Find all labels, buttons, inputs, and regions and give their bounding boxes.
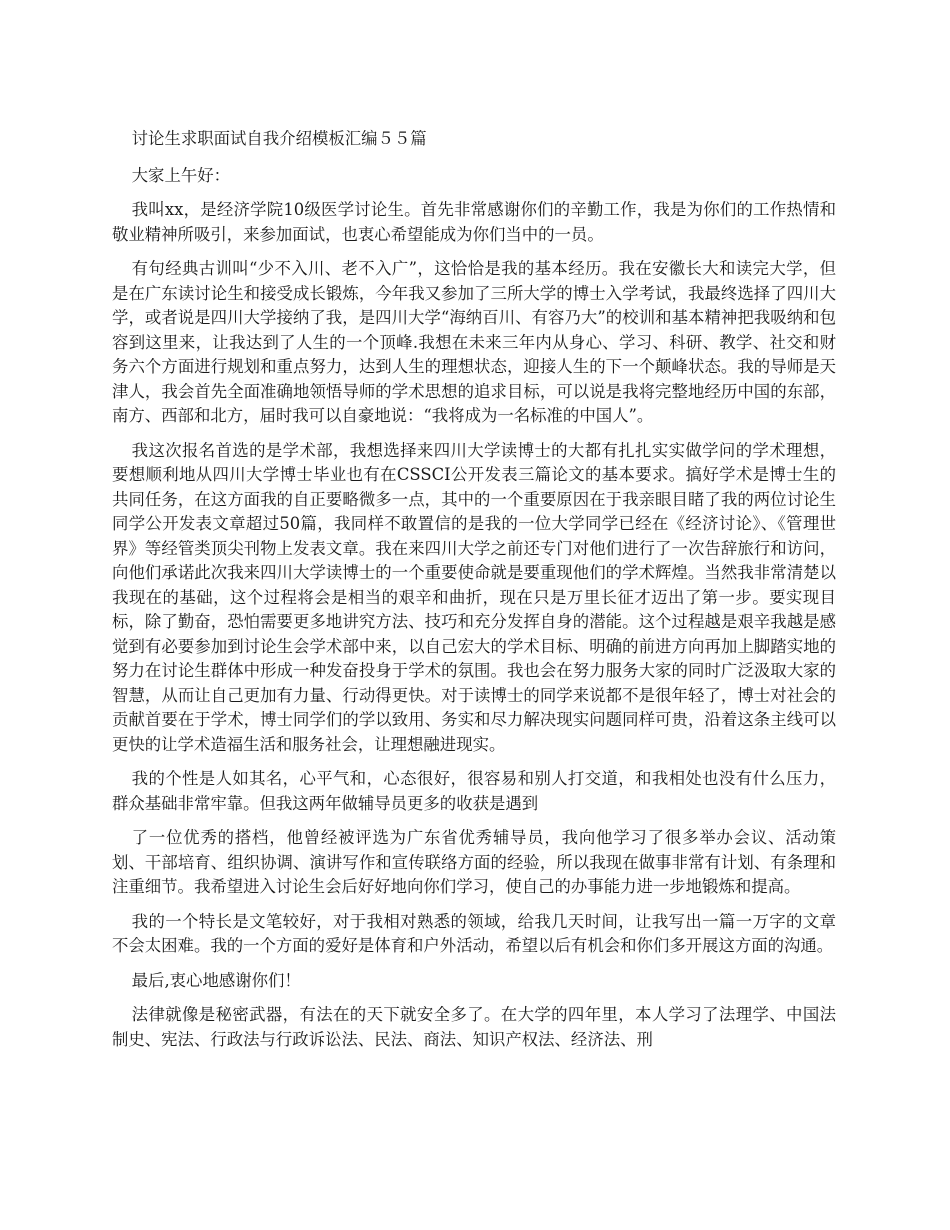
paragraph-closing: 最后,衷心地感谢你们！ bbox=[131, 970, 301, 990]
document-title: 讨论生求职面试自我介绍模板汇编５５篇 bbox=[131, 129, 427, 148]
paragraph: 我的一个特长是文笔较好，对于我相对熟悉的领域，给我几天时间，让我写出一篇一万字的文章不会太困难。我的一个方面的爱好是体育和户外活动，希望以后有机会和你们多开展这方面的沟通。 bbox=[112, 911, 836, 955]
paragraph-greeting: 大家上午好： bbox=[131, 165, 231, 185]
paragraph: 我的个性是人如其名，心平气和，心态很好，很容易和别人打交道，和我相处也没有什么压力，群众基础非常牢靠。但我这两年做辅导员更多的收获是遇到 bbox=[112, 769, 836, 813]
paragraph: 我这次报名首选的是学术部，我想选择来四川大学读博士的大都有扎扎实实做学问的学术理想，要想顺利地从四川大学博士毕业也有在CSSCI公开发表三篇论文的基本要求。搞好学术是博士生的共同任务，在这方面我的自正要略微多一点，其中的一个重要原因在于我亲眼目睹了我的两位讨论生同学公开发表文章超过50篇，我同样不敢置信的是我的一位大学同学已经在《经济讨论》、《管理世界》等经管类顶尖刊物上发表文章。我在来四川大学之前还专门对他们进行了一次告辞旅行和访问，向他们承诺此次我来四川大学读博士的一个重要使命就是要重现他们的学术辉煌。当然我非常清楚以我现在的基础，这个过程将会是相当的艰辛和曲折，现在只是万里长征才迈出了第一步。要实现目标，除了勤奋，恐怕需要更多地讲究方法、技巧和充分发挥自身的潜能。这个过程越是艰辛我越是感觉到有必要参加到讨论生会学术部中来，以自己宏大的学术目标、明确的前进方向再加上脚踏实地的努力在讨论生群体中形成一种发奋投身于学术的氛围。我也会在努力服务大家的同时广泛汲取大家的智慧，从而让自己更加有力量、行动得更快。对于读博士的同学来说都不是很年轻了，博士对社会的贡献首要在于学术，博士同学们的学以致用、务实和尽力解决现实问题同样可贵，沿着这条主线可以更快的让学术造福生活和服务社会，让理想融进现实。 bbox=[112, 440, 836, 754]
document-body bbox=[112, 127, 836, 1062]
paragraph: 有句经典古训叫“少不入川、老不入广”，这恰恰是我的基本经历。我在安徽长大和读完大学，但是在广东读讨论生和接受成长锻炼，今年我又参加了三所大学的博士入学考试，我最终选择了四川大学，或者说是四川大学接纳了我，是四川大学“海纳百川、有容乃大”的校训和基本精神把我吸纳和包容到这里来，让我达到了人生的一个顶峰.我想在未来三年内从身心、学习、科研、教学、社交和财务六个方面进行规划和重点努力，达到人生的理想状态，迎接人生的下一个颠峰状态。我的导师是天津人，我会首先全面准确地领悟导师的学术思想的追求目标，可以说是我将完整地经历中国的东部，南方、西部和北方，届时我可以自豪地说：“我将成为一名标准的中国人”。 bbox=[112, 259, 836, 425]
paragraph: 法律就像是秘密武器，有法在的天下就安全多了。在大学的四年里，本人学习了法理学、中国法制史、宪法、行政法与行政诉讼法、民法、商法、知识产权法、经济法、刑 bbox=[112, 1005, 836, 1049]
paragraph: 我叫xx，是经济学院10级医学讨论生。首先非常感谢你们的辛勤工作，我是为你们的工作热情和敬业精神所吸引，来参加面试，也衷心希望能成为你们当中的一员。 bbox=[112, 200, 836, 244]
paragraph: 了一位优秀的搭档，他曾经被评选为广东省优秀辅导员，我向他学习了很多举办会议、活动策划、干部培育、组织协调、演讲写作和宣传联络方面的经验，所以我现在做事非常有计划、有条理和注重细节。我希望进入讨论生会后好好地向你们学习，使自己的办事能力进一步地锻炼和提高。 bbox=[112, 828, 836, 896]
